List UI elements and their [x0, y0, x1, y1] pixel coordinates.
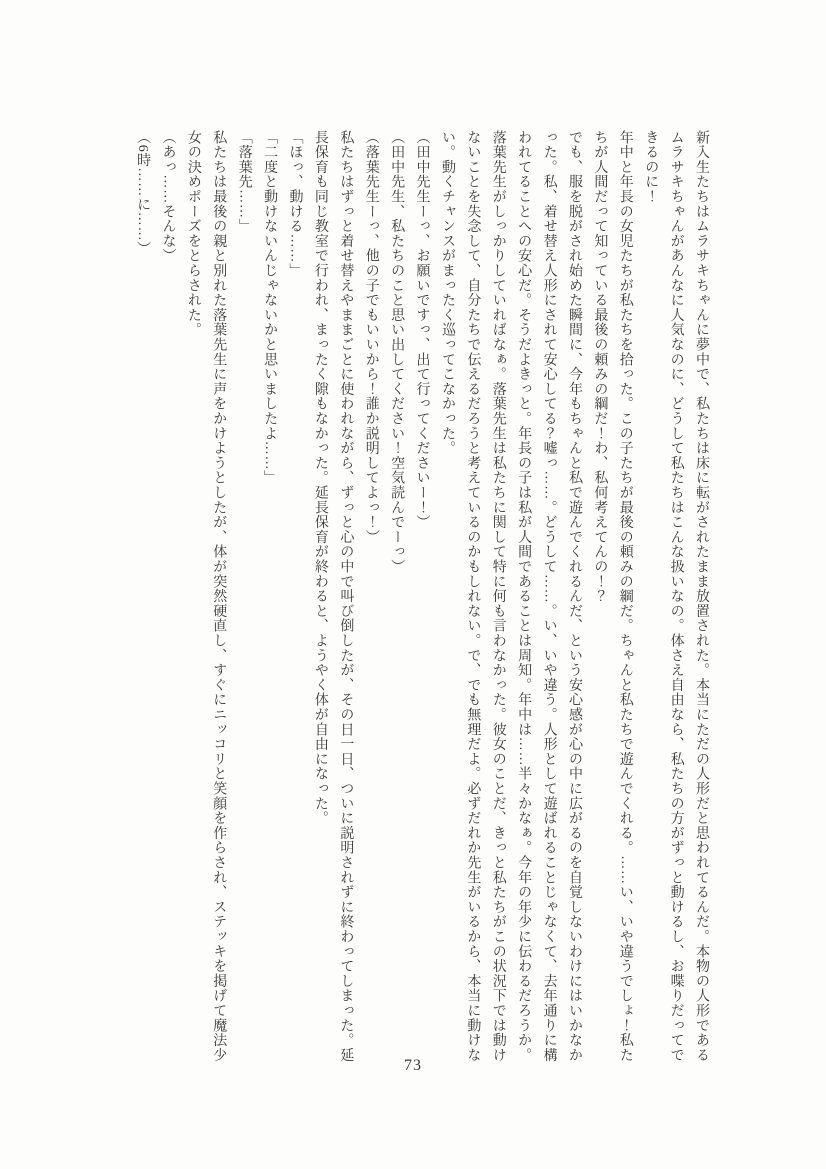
paragraph: でも、服を脱がされ始めた瞬間に、今年もちゃんと私で遊んでくれるんだ、という安心感が心の中に広がるのを自覚しないわけにはいかなかった。私、着せ替え人形にされて安心してる？嘘っ……。どうして……。い、いや違う。人形として遊ばれることじゃなくて、去年通りに構われてることへの安心だ。そうだよきっと。年長の子は私が人間であることは周知。年中は……半々かなぁ。今年の年少に伝わるだろうか。 [516, 130, 582, 1063]
paragraph: 落葉先生がしっかりしていればなぁ。落葉先生は私たちに関して特に何も言わなかった。彼女のことだ、きっと私たちがこの状況下では動けないことを失念して、自分たちで伝えるだろうと考えているのかもしれない。で、でも無理だよ。必ずだれか先生がいるから、本当に動けない。動くチャンスがまったく巡ってこなかった。 [439, 130, 506, 1063]
paragraph: （あっ……そんな） [160, 130, 176, 264]
paragraph: 年中と年長の女児たちが私たちを拾った。この子たちが最後の頼みの綱だ。ちゃんと私たちで遊んでくれる。……い、いや違うでしょ！私たちが人間だって知っている最後の頼みの綱だ！わ、私何考えてんの！？ [592, 130, 633, 1063]
paragraph: 新入生たちはムラサキちゃんに夢中で、私たちは床に転がされたまま放置された。本当にただの人形だと思われてるんだ。本物の人形であるムラサキちゃんがあんなに人気なのに、どうして私たちはこんな扱いなの。体さえ自由なら、私たちの方がずっと動けるし、お喋りだってできるのに！ [643, 130, 709, 1063]
page-number: 73 [404, 1057, 422, 1074]
paragraph: 「ほっ、動ける……」 [287, 130, 303, 278]
paragraph: （田中先生、私たちのこと思い出してください！空気読んでーっ） [389, 130, 405, 574]
paragraph: 私たちは最後の親と別れた落葉先生に声をかけようとしたが、体が突然硬直し、すぐにニッコリと笑顔を作らされ、ステッキを掲げて魔法少女の決めポーズをとらされた。 [185, 130, 227, 1063]
paragraph: （田中先生ーっ、お願いですっ、出て行ってくださいー！） [414, 130, 430, 530]
paragraph: 「落葉先……」 [236, 130, 252, 234]
vertical-text-block [128, 130, 714, 1066]
paragraph: 「二度と動けないんじゃないかと思いましたよ……」 [262, 130, 278, 486]
paragraph: （落葉先生ーっ、他の子でもいいから！誰か説明してよっ！） [363, 130, 379, 545]
paragraph: 私たちはずっと着せ替えやままごとに使われながら、ずっと心の中で叫び倒したが、その日一日、ついに説明されずに終わってしまった。延長保育も同じ教室で行われ、まったく隙もなかった。延長保育が終わると、ようやく体が自由になった。 [312, 130, 354, 1063]
paragraph: （6時……に……） [135, 130, 151, 257]
